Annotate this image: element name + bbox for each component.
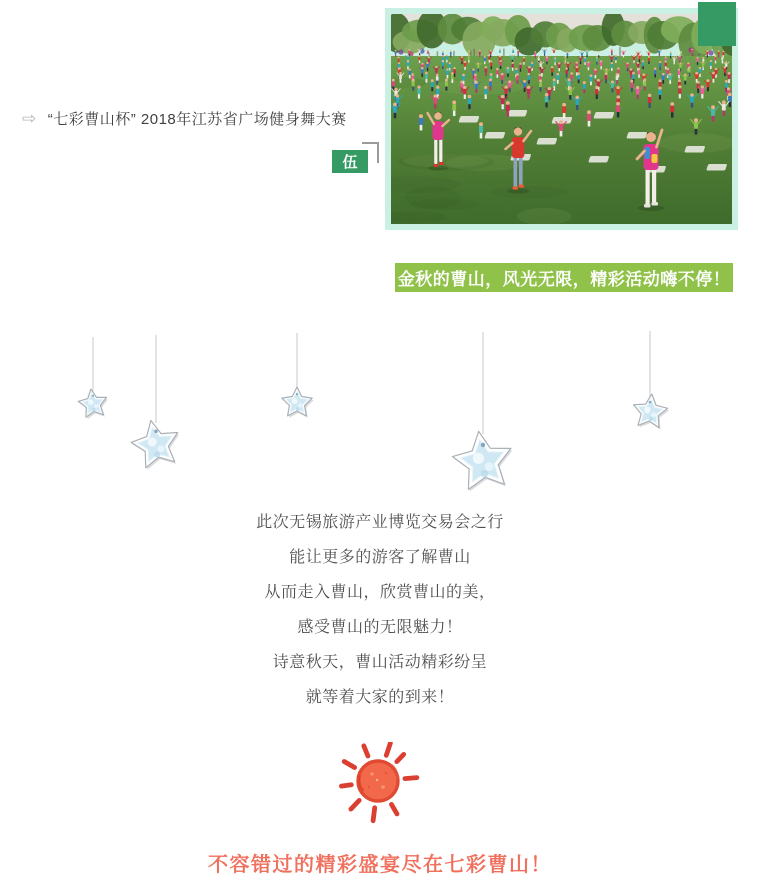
sun-doodle-icon (330, 742, 426, 828)
chapter-number-badge: 伍 (332, 150, 368, 173)
paragraph-line: 此次无锡旅游产业博览交易会之行 (256, 514, 504, 531)
paragraph-line: 从而走入曹山，欣赏曹山的美， (264, 584, 496, 601)
section-headline (22, 108, 347, 129)
green-corner-accent (698, 2, 736, 46)
right-arrow-icon: ⇨ (22, 109, 37, 128)
paragraph-line: 诗意秋天，曹山活动精彩纷呈 (272, 654, 488, 671)
event-photo[interactable] (385, 8, 738, 230)
paragraph-line: 能让更多的游客了解曹山 (289, 549, 471, 566)
paragraph-line: 就等着大家的到来！ (305, 689, 455, 706)
crowd-dance-photo-illustration (391, 14, 732, 224)
highlight-banner: 金秋的曹山，风光无限，精彩活动嗨不停！ (395, 263, 733, 292)
article-paragraph (0, 505, 760, 715)
section-headline-text: “七彩曹山杯” 2018年江苏省广场健身舞大赛 (47, 111, 347, 128)
closing-slogan: 不容错过的精彩盛宴尽在七彩曹山！ (208, 854, 552, 876)
paragraph-line: 感受曹山的无限魅力！ (297, 619, 463, 636)
